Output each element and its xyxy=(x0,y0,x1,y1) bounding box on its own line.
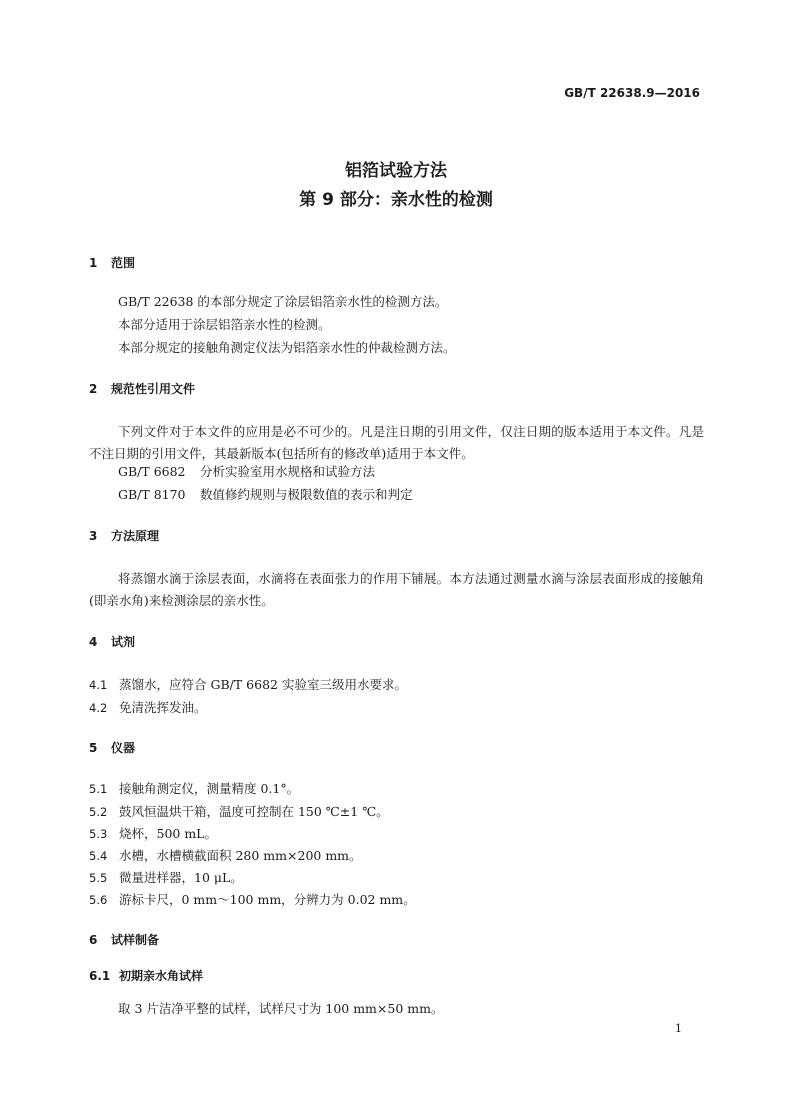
section-number: 3 xyxy=(89,529,98,543)
item-number: 5.5 xyxy=(89,871,108,885)
reference-title: 分析实验室用水规格和试验方法 xyxy=(200,464,376,479)
list-item xyxy=(89,675,407,693)
subsection-number: 6.1 xyxy=(89,969,111,983)
section-title: 规范性引用文件 xyxy=(111,382,196,396)
subsection-heading-initial-hydrophilic-angle-specimen xyxy=(89,967,203,984)
section-number: 2 xyxy=(89,382,98,396)
section-heading-normative-references xyxy=(89,380,195,397)
section-number: 4 xyxy=(89,635,98,649)
section-title: 仪器 xyxy=(111,741,136,755)
list-item xyxy=(89,846,362,864)
item-text: 免清洗挥发油。 xyxy=(119,700,207,715)
item-text: 鼓风恒温烘干箱，温度可控制在 150 ℃±1 ℃。 xyxy=(119,804,389,819)
paragraph: 本部分适用于涂层铝箔亲水性的检测。 xyxy=(118,317,331,332)
standard-code: GB/T 22638.9—2016 xyxy=(564,86,700,100)
paragraph: GB/T 22638 的本部分规定了涂层铝箔亲水性的检测方法。 xyxy=(118,294,448,309)
list-item xyxy=(89,698,207,716)
paragraph: 本部分规定的接触角测定仪法为铝箔亲水性的仲裁检测方法。 xyxy=(118,340,456,355)
list-item xyxy=(89,824,217,842)
section-heading-apparatus xyxy=(89,739,135,756)
section-heading-principle xyxy=(89,527,159,544)
section-title: 试剂 xyxy=(111,635,136,649)
reference-item xyxy=(118,464,375,480)
section-title: 方法原理 xyxy=(111,529,160,543)
item-text: 蒸馏水，应符合 GB/T 6682 实验室三级用水要求。 xyxy=(119,677,407,692)
item-text: 烧杯，500 mL。 xyxy=(119,826,217,841)
section-title: 范围 xyxy=(111,256,136,270)
item-number: 5.1 xyxy=(89,782,108,796)
section-heading-reagents xyxy=(89,633,135,650)
list-item xyxy=(89,779,299,797)
reference-code: GB/T 6682 xyxy=(118,464,186,479)
list-item xyxy=(89,868,243,886)
item-text: 微量进样器，10 μL。 xyxy=(119,870,243,885)
item-text: 接触角测定仪，测量精度 0.1°。 xyxy=(119,781,300,796)
paragraph: 将蒸馏水滴于涂层表面，水滴将在表面张力的作用下铺展。本方法通过测量水滴与涂层表面形成的接触角(即亲水角)来检测涂层的亲水性。 xyxy=(89,571,704,608)
item-text: 游标卡尺，0 mm～100 mm，分辨力为 0.02 mm。 xyxy=(119,892,416,907)
section-number: 5 xyxy=(89,741,98,755)
list-item xyxy=(89,802,389,820)
item-number: 5.6 xyxy=(89,893,108,907)
page-number: 1 xyxy=(675,1022,682,1035)
item-number: 5.3 xyxy=(89,827,108,841)
reference-code: GB/T 8170 xyxy=(118,487,186,502)
item-number: 4.2 xyxy=(89,701,108,715)
reference-item xyxy=(118,487,413,503)
section-heading-scope xyxy=(89,254,135,271)
item-number: 5.2 xyxy=(89,805,108,819)
section-heading-specimen-preparation xyxy=(89,931,159,948)
section-number: 6 xyxy=(89,933,98,947)
section-number: 1 xyxy=(89,256,98,270)
list-item xyxy=(89,890,416,908)
item-number: 5.4 xyxy=(89,849,108,863)
doc-subtitle: 第 9 部分：亲水性的检测 xyxy=(299,190,493,210)
paragraph: 取 3 片洁净平整的试样，试样尺寸为 100 mm×50 mm。 xyxy=(118,1001,444,1016)
item-text: 水槽，水槽横截面积 280 mm×200 mm。 xyxy=(119,848,362,863)
reference-title: 数值修约规则与极限数值的表示和判定 xyxy=(200,487,413,502)
section-title: 试样制备 xyxy=(111,933,160,947)
item-number: 4.1 xyxy=(89,678,108,692)
paragraph: 下列文件对于本文件的应用是必不可少的。凡是注日期的引用文件，仅注日期的版本适用于本文件。凡是不注日期的引用文件，其最新版本(包括所有的修改单)适用于本文件。 xyxy=(89,424,704,461)
subsection-title: 初期亲水角试样 xyxy=(119,969,204,983)
doc-title: 铝箔试验方法 xyxy=(345,161,447,181)
